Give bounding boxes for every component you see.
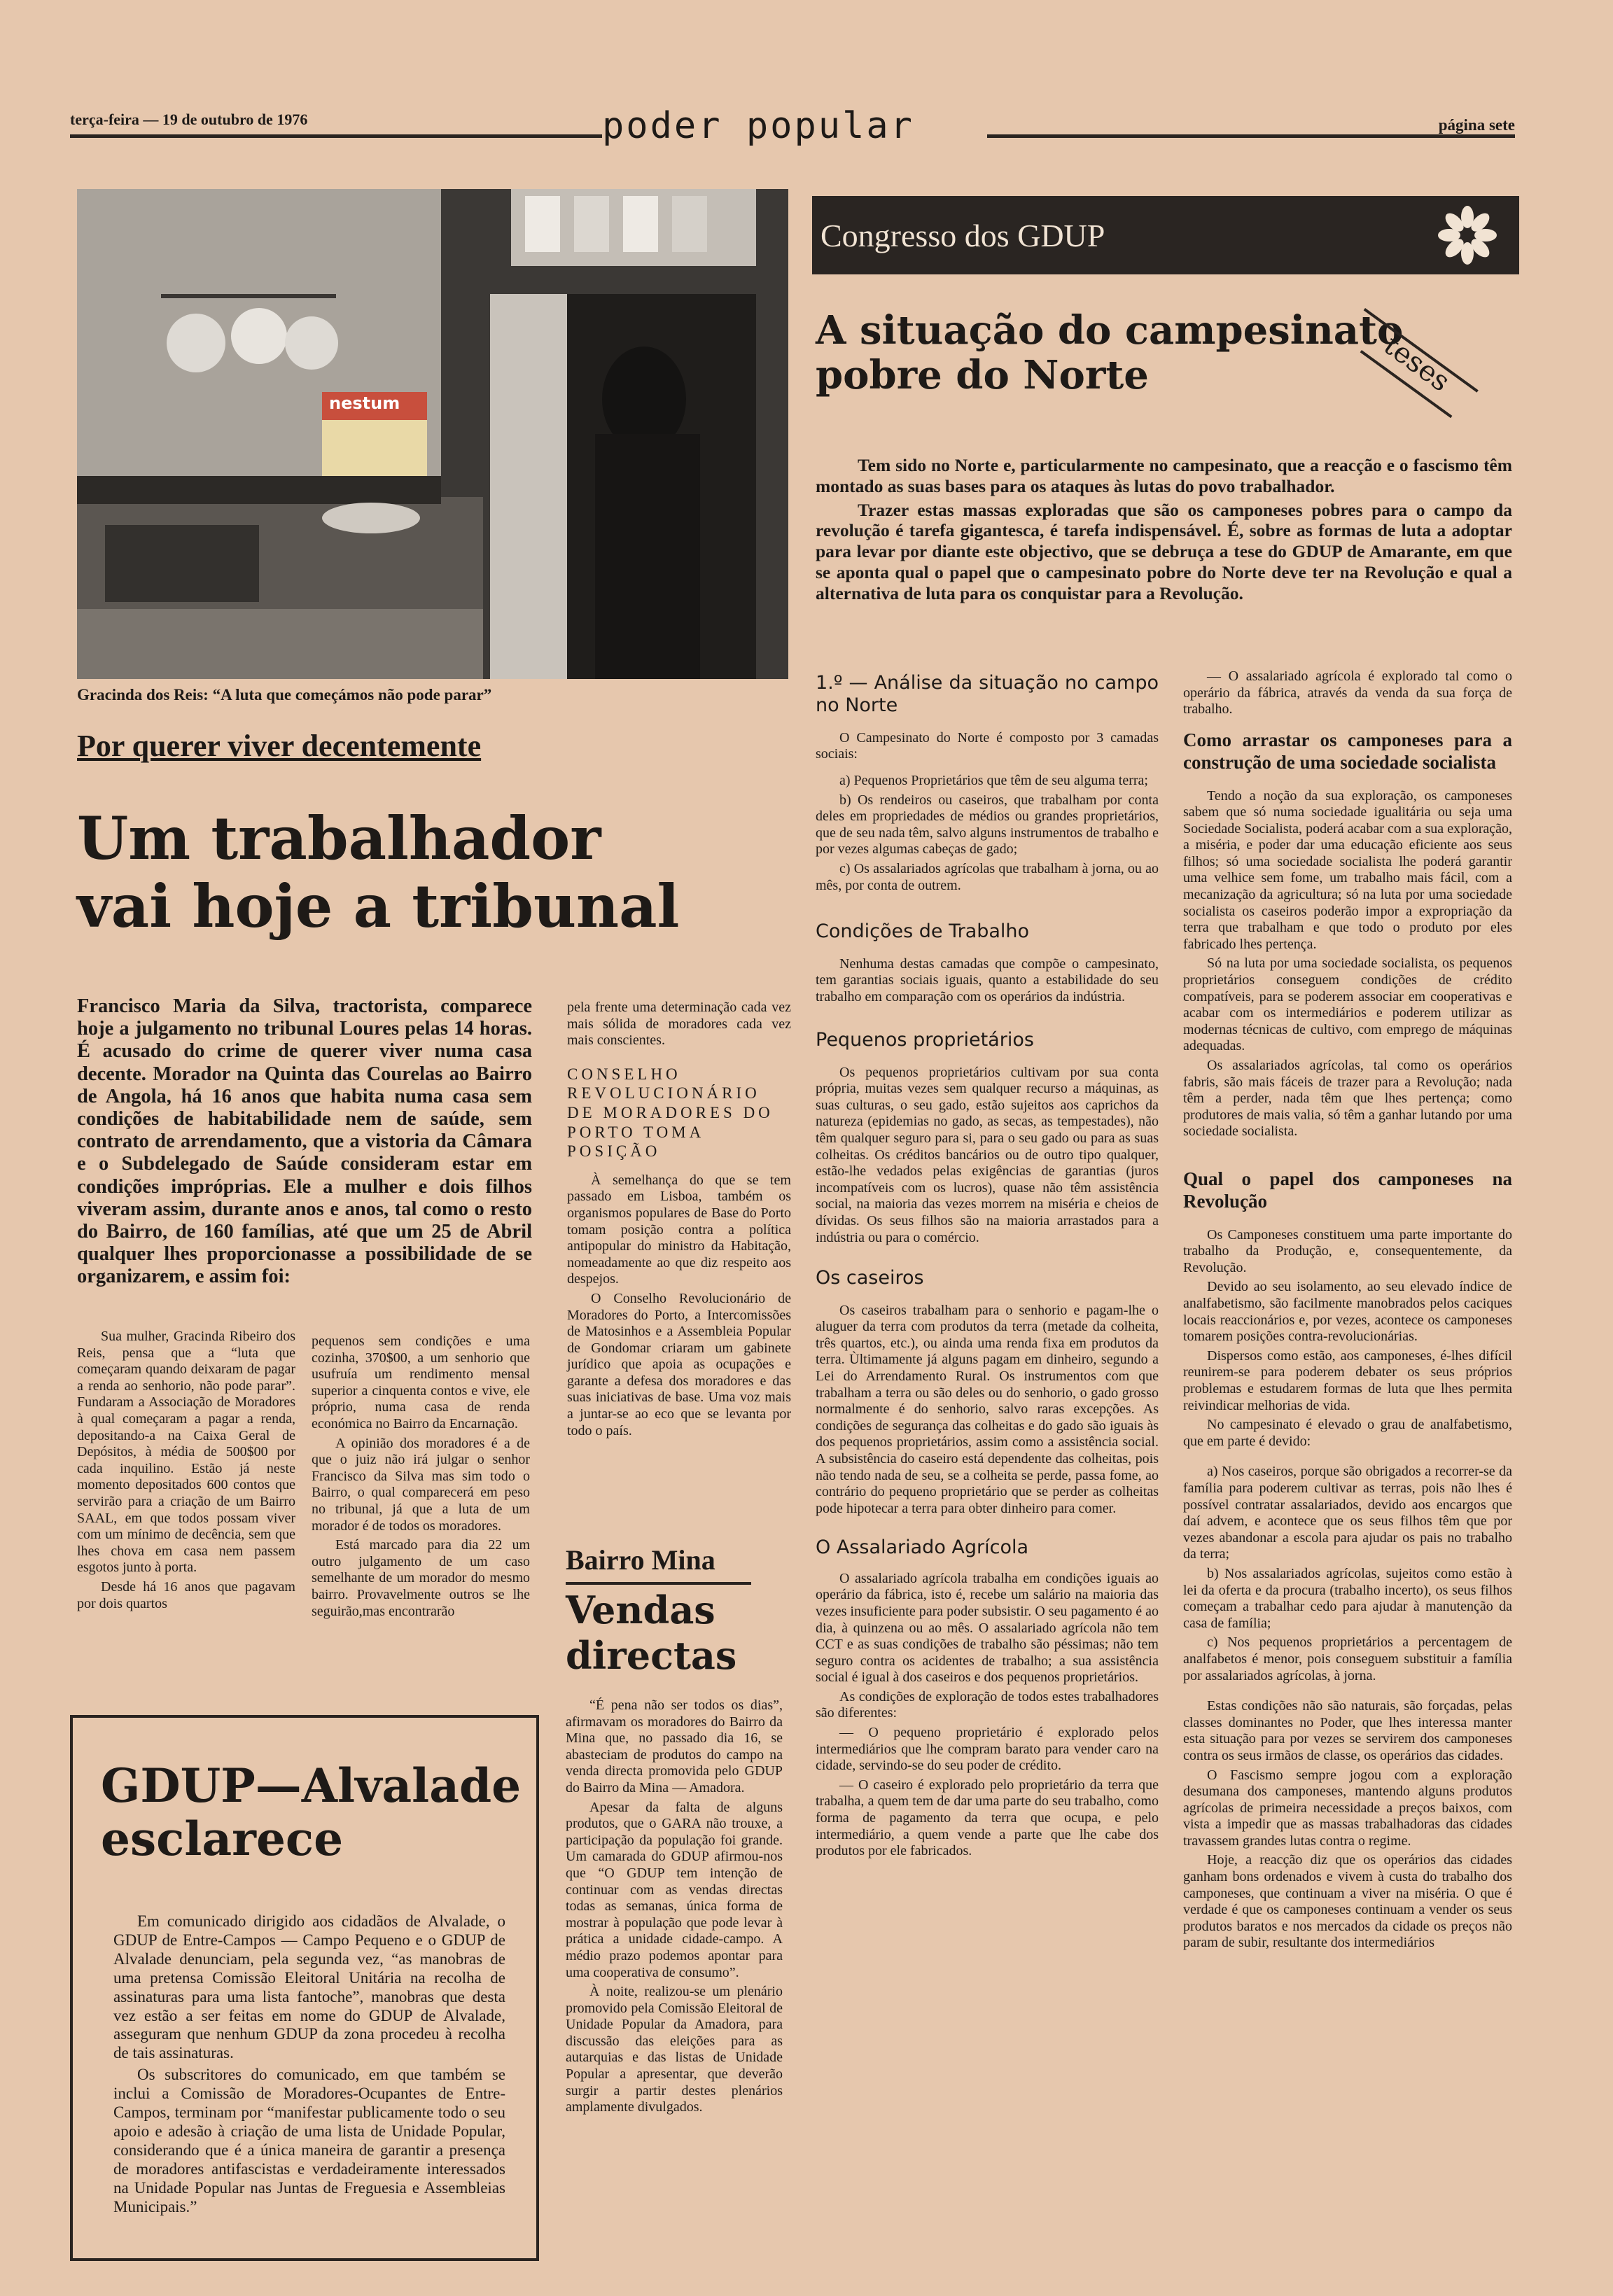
section-4-paragraph: Os caseiros trabalham para o senhorio e pagam-lhe o aluguer da terra com produtos da terra (metade da colheita, três quartos, etc.), ou ainda uma renda fixa em produtos da terra. Ùltimamente já alguns pagam em dinheiro, segundo a Lei do Arrendamento Rural. Os instrumentos com que trabalham a terra ou são deles ou do senhorio, o gado grosso normalmente é do senhorio, salvo raras excepções. As condições de segurança das colheitas e do gado são iguais às dos pequenos proprietários, assim como a assistência social. A subsistência do caseiro está dependente das colheitas, pois não tendo nada de seu, se a colheita se perde, passa fome, ao contrário do pequeno proprietário que se perder as colheitas pode hipotecar a terra para obter dinheiro para comer.	[816, 1302, 1159, 1516]
bairro-mina-rule	[566, 1582, 751, 1585]
article-column-1	[77, 1329, 295, 1615]
col3-paragraph-2: À semelhança do que se tem passado em Lisboa, também os organismos populares de Base do Porto tomam posição contra a política antipopular do ministro da Habitação, nomeadamente ao que diz respeito aos despejos.	[567, 1172, 791, 1287]
right-s2-item-a: a) Nos caseiros, porque são obrigados a recorrer-se da família para poderem cultivar as terras, pois não lhes é possível contratar assalariados, devido aos encargos que daí advem, e acontece que os seus filhos têm que por vezes abandonar a escola para ajudar os pais no trabalho da terra;	[1183, 1464, 1512, 1562]
col3-paragraph-3: O Conselho Revolucionário de Moradores do Porto, a Intercomissões de Matosinhos e a Assembleia Popular de Gondomar criaram um gabinete jurídico que apoia as ocupações e garante a defesa dos moradores e das suas iniciativas de base. Uma voz mais a juntar-se ao eco que se levanta por todo o país.	[567, 1290, 791, 1438]
issue-date: terça-feira — 19 de outubro de 1976	[70, 111, 308, 128]
col1-paragraph: Sua mulher, Gracinda Ribeiro dos Reis, pensa que a “luta que começaram quando deixaram de pagar a renda ao senhorio, não pode parar”. Fundaram a Associação de Moradores à qual começaram a pagar a renda, depositando-a na Caixa Geral de Depósitos, à média de 500$00 por cada inquilino. Estão já neste momento depositados 600 contos que servirão para a criação de um Bairro SAAL, em que todos possam viver com um mínimo de decência, sem que lhes chova em casa nem passem esgotos junto à porta.	[77, 1329, 295, 1576]
section-5-paragraph-1: O assalariado agrícola trabalha em condições iguais ao operário da fábrica, isto é, recebe um salário na maioria das vezes insuficiente para poder subsistir. O seu pagamento é ao dia, à quinzena ou ao mês. O assalariado agrícola não tem CCT e as suas condições de trabalho são péssimas; não tem seguro contra os acidentes de trabalho; a sua assistência social é igual à dos caseiros e dos pequenos proprietários.	[816, 1570, 1159, 1686]
col2-paragraph-2: A opinião dos moradores é a de que o juiz não irá julgar o senhor Francisco da Silva mas sim todo o Bairro, o qual comparecerá em peso no tribunal, já que a luta de um morador é de todos os moradores.	[312, 1435, 530, 1534]
photo-caption: Gracinda dos Reis: “A luta que começámos não pode parar”	[77, 686, 492, 704]
congress-headline	[816, 308, 1403, 398]
section-5-paragraph-3: — O pequeno proprietário é explorado pelos intermediários que lhe compram barato para vender caro na cidade, servindo-se do seu poder de crédito.	[816, 1725, 1159, 1774]
congress-headline-2: pobre do Norte	[816, 352, 1149, 399]
alvalade-box	[70, 1715, 539, 2261]
bairro-mina-label: Bairro Mina	[566, 1544, 715, 1576]
header-rule-right	[987, 134, 1515, 138]
section-1-item-a: a) Pequenos Proprietários que têm de seu alguma terra;	[839, 772, 1148, 788]
right-s1-paragraph-1: Tendo a noção da sua exploração, os camponeses sabem que só numa sociedade igualitária ou seja uma Sociedade Socialista, poderá acabar com a sua exploração, a miséria, e poder dar uma educação eficiente aos seus filhos; só uma sociedade socialista lhe poderá garantir uma velhice sem fome, um trabalho mais fácil, com a mecanização da agricultura; só na luta por uma sociedade socialista os caseiros poderão impor a expropriação da terra que trabalham e que todo o produto por eles fabricado lhes pertença.	[1183, 788, 1512, 952]
congress-intro	[816, 455, 1512, 607]
bairro-mina-headline-1: Vendas	[566, 1588, 715, 1632]
kitchen-photo-drawing	[77, 189, 788, 679]
section-1-item-c: c) Os assalariados agrícolas que trabalham à jorna, ou ao mês, por conta de outrem.	[816, 860, 1159, 893]
col1-paragraph-2: Desde há 16 anos que pagavam por dois quartos	[77, 1578, 295, 1611]
bairro-mina-paragraph-2: Apesar da falta de alguns produtos, que o GARA não trouxe, a participação da população foi grande. Um camarada do GDUP afirmou-nos que “O GDUP tem intenção de continuar com as vendas directas todas as semanas, única forma de mostrar à população que pode levar à prática a unidade cidade-campo. A médio prazo podemos apontar para uma cooperativa de consumo”.	[566, 1799, 783, 1980]
right-paragraph-0: — O assalariado agrícola é explorado tal como o operário da fábrica, através da venda da sua força de trabalho.	[1183, 668, 1512, 718]
article-headline	[77, 805, 679, 940]
right-s2-paragraph-3: Dispersos como estão, aos camponeses, é-lhes difícil reunirem-se para poderem debater os seus próprios problemas e estudarem formas de luta que lhes permita reivindicar melhorias de vida.	[1183, 1348, 1512, 1413]
headline-line-2: vai hoje a tribunal	[77, 871, 680, 941]
congress-intro-2: Trazer estas massas exploradas que são os camponeses pobres para o campo da revolução é tarefa gigantesca, é tarefa indispensável. É, sobre as formas de luta a adoptar para levar por diante este objectivo, que se debruça a tese do GDUP de Amarante, em que se aponta qual o papel que o campesinato pobre do Norte deve ter na Revolução e qual a alternativa de luta para os conquistar para a Revolução.	[816, 499, 1512, 603]
section-3-paragraph: Os pequenos proprietários cultivam por sua conta própria, muitas vezes sem qualquer recurso a máquinas, as suas culturas, o seu gado, estão sujeitos aos caprichos da natureza (epidemias no gado, as secas, as tempestades), não têm qualquer seguro para si, para o seu gado ou para as suas colheitas. Os créditos bancários ou de outro tipo qualquer, estão-lhe vedados pelas exigências de garantias (juros incompatíveis com os lucros), quase não têm assistência social, na maioria das vezes morrem na miséria e cheios de dívidas. Os seus filhos são na maioria arrastados para a indústria ou para o comércio.	[816, 1064, 1159, 1245]
congress-intro-1: Tem sido no Norte e, particularmente no campesinato, que a reacção e o fascismo têm montado as suas bases para os ataques às lutas do povo trabalhador.	[816, 455, 1512, 496]
section-5-title: O Assalariado Agrícola	[816, 1536, 1029, 1559]
alvalade-paragraph-2: Os subscritores do comunicado, em que também se inclui a Comissão de Moradores-Ocupantes de Entre-Campos, terminam por “manifestar publicamente todo o seu apoio e adesão à criação de uma lista de Unidade Popular, considerando que é a única maneira de garantir a presença de moradores antifascistas e verdadeiramente interessados na Unidade Popular nas Juntas de Freguesia e Assembleias Municipais.”	[113, 2066, 505, 2216]
bairro-mina-paragraph-1: “É pena não ser todos os dias”, afirmavam os moradores do Bairro da Mina que, no passado dia 16, se abasteciam de produtos do campo na venda directa promovida pelo GDUP do Bairro da Mina — Amadora.	[566, 1698, 783, 1795]
col2-paragraph-3: Está marcado para dia 22 um outro julgamento de um caso semelhante de um morador do mesmo bairro. Provavelmente outros se lhe seguirão,mas encontrarão	[312, 1537, 530, 1619]
page-number: página sete	[1438, 116, 1515, 134]
congress-column-2	[1183, 668, 1512, 1954]
section-4-title: Os caseiros	[816, 1267, 924, 1289]
alvalade-paragraph-1: Em comunicado dirigido aos cidadãos de Alvalade, o GDUP de Entre-Campos — Campo Pequeno e o GDUP de Alvalade denunciam, pela segunda vez, “as manobras de uma pretensa Comissão Eleitoral Unitária na recolha de assinaturas para uma lista fantoche”, manobras que desta vez estão a ser feitas em nome do GDUP de Alvalade, asseguram que nenhum GDUP da zona procedeu à recolha de tais assinaturas.	[113, 1912, 505, 2062]
right-s2-paragraph-5: Estas condições não são naturais, são forçadas, pelas classes dominantes no Poder, que lhes interessa manter esta situação para por vezes se servirem dos camponeses contra os seus irmãos de classe, os operários das cidades.	[1183, 1698, 1512, 1763]
col3-paragraph-1: pela frente uma determinação cada vez mais sólida de moradores cada vez mais conscientes.	[567, 1000, 791, 1049]
alvalade-headline	[101, 1760, 521, 1866]
right-subheading-1: Como arrastar os camponeses para a construção de uma sociedade socialista	[1183, 729, 1512, 773]
section-1-title: 1.º — Análise da situação no campo no Norte	[816, 672, 1159, 717]
right-s2-item-c: c) Nos pequenos proprietários a percentagem de analfabetos é menor, pois conseguem substituir a família por assalariados agrícolas, à jorna.	[1183, 1634, 1512, 1684]
right-s2-paragraph-7: Hoje, a reacção diz que os operários das cidades ganham bons ordenados e vivem à custa do trabalho dos camponeses, que continuam a viver na miséria. O que é verdade é que os camponeses continuam a vender os seus produtos baratos e nos mercados da cidade os preços não param de subir, resultante dos intermediários	[1183, 1852, 1512, 1951]
right-subheading-2: Qual o papel dos camponeses na Revolução	[1183, 1168, 1512, 1212]
kitchen-photo	[77, 189, 788, 679]
section-5-paragraph-4: — O caseiro é explorado pelo proprietário da terra que trabalha, a quem tem de dar uma parte do seu trabalho, como forma de pagamento da terra que ocupa, e pelo intermediário, a quem vende a parte que lhe cabe dos produtos por ele fabricados.	[816, 1777, 1159, 1859]
article-column-2	[312, 1334, 530, 1623]
section-2-paragraph: Nenhuma destas camadas que compõe o campesinato, tem garantias sociais iguais, quanto a estabilidade do seu trabalho em comparação com os operários da indústria.	[816, 955, 1159, 1004]
headline-line-1: Um trabalhador	[77, 804, 601, 873]
header-rule-left	[70, 134, 602, 138]
right-s2-paragraph-2: Devido ao seu isolamento, ao seu elevado índice de analfabetismo, são facilmente manobrados pelos caciques locais reaccionários e, por vezes, acontece os camponeses tomarem posições contra-revolucionárias.	[1183, 1279, 1512, 1345]
bairro-mina-headline-2: directas	[566, 1632, 737, 1678]
alvalade-headline-1: GDUP—Alvalade	[101, 1758, 522, 1813]
col3-subheading: CONSELHO REVOLUCIONÁRIO DE MORADORES DO PORTO TOMA POSIÇÃO	[567, 1065, 774, 1161]
article-kicker: Por querer viver decentemente	[77, 729, 482, 763]
cereal-box-label: nestum	[329, 393, 400, 413]
flower-icon	[1434, 202, 1501, 269]
alvalade-headline-2: esclarece	[101, 1811, 344, 1866]
section-2-title: Condições de Trabalho	[816, 920, 1030, 943]
alvalade-body	[113, 1912, 505, 2220]
teses-badge: teses	[1377, 329, 1456, 398]
congress-headline-1: A situação do campesinato	[816, 307, 1404, 354]
article-column-3	[567, 1000, 791, 1442]
right-s1-paragraph-3: Os assalariados agrícolas, tal como os operários fabris, são mais fáceis de trazer para a Revolução; nada têm a perder, nada têm que lhes pertença; como produtores de mais valia, só têm a ganhar lutando por uma sociedade socialista.	[1183, 1058, 1512, 1140]
bairro-mina-paragraph-3: À noite, realizou-se um plenário promovido pela Comissão Eleitoral de Unidade Popular da Amadora, para discussão das eleições para as autarquias e das listas de Unidade Popular a apresentar, que deverão surgir a partir destes plenários amplamente divulgados.	[566, 1984, 783, 2115]
section-1-item-b: b) Os rendeiros ou caseiros, que trabalham por conta deles em propriedades de médios ou grandes proprietários, que de seu nada têm, salvo alguns instrumentos de trabalho e por vezes algumas cabeças de gado;	[816, 792, 1159, 858]
section-5-paragraph-2: As condições de exploração de todos estes trabalhadores são diferentes:	[816, 1688, 1159, 1721]
right-s2-item-b: b) Nos assalariados agrícolas, sujeitos como estão à lei da oferta e da procura (trabalho incerto), os seus filhos começam a trabalhar cedo para ajudar à manutenção da casa de família;	[1183, 1565, 1512, 1631]
bairro-mina-headline	[566, 1588, 736, 1679]
article-lede: Francisco Maria da Silva, tractorista, comparece hoje a julgamento no tribunal Loures pelas 14 horas. É acusado do crime de querer viver numa casa decente. Morador na Quinta das Courelas ao Bairro de Angola, há 16 anos que habita numa casa sem condições de habitabilidade nem de saúde, sem contrato de arrendamento, que a vistoria da Câmara e o Subdelegado de Saúde consideram estar em condições impróprias. Ele a mulher e dois filhos viveram assim, durante anos e anos, tal como o resto do Bairro, de 160 famílias, até que um 25 de Abril qualquer lhes proporcionasse a possibilidade de se organizarem, e assim foi:	[77, 995, 532, 1288]
right-s2-paragraph-4: No campesinato é elevado o grau de analfabetismo, que em parte é devido:	[1183, 1417, 1512, 1449]
section-1-paragraph: O Campesinato do Norte é composto por 3 camadas sociais:	[816, 729, 1159, 762]
section-3-title: Pequenos proprietários	[816, 1029, 1034, 1051]
right-s2-paragraph-6: O Fascismo sempre jogou com a exploração desumana dos camponeses, mantendo alguns produtos agrícolas de primeira necessidade a preços baixos, com vista a impedir que as massas trabalhadoras das cidades travassem grandes lutas contra o regime.	[1183, 1767, 1512, 1849]
masthead: poder popular	[602, 105, 914, 147]
bairro-mina-body	[566, 1698, 783, 2119]
congress-column-1	[816, 672, 1159, 1863]
col2-paragraph-1: pequenos sem condições e uma cozinha, 370$00, a um senhorio que usufruía um rendimento mensal superior a cinquenta contos e vive, ele próprio, numa casa de renda económica no Bairro da Encarnação.	[312, 1334, 530, 1432]
congress-banner	[812, 196, 1519, 274]
flower-icon-svg	[1434, 202, 1501, 269]
congress-banner-title: Congresso dos GDUP	[821, 218, 1105, 253]
right-s2-paragraph-1: Os Camponeses constituem uma parte importante do trabalho da Produção, e, consequentemente, da Revolução.	[1183, 1226, 1512, 1275]
right-s1-paragraph-2: Só na luta por uma sociedade socialista, os pequenos proprietários conseguem condições de crédito compatíveis, para se poderem associar em cooperativas e acabar com os intermediários e poderem utilizar as modernas técnicas de cultivo, com emprego de máquinas adequadas.	[1183, 955, 1512, 1054]
